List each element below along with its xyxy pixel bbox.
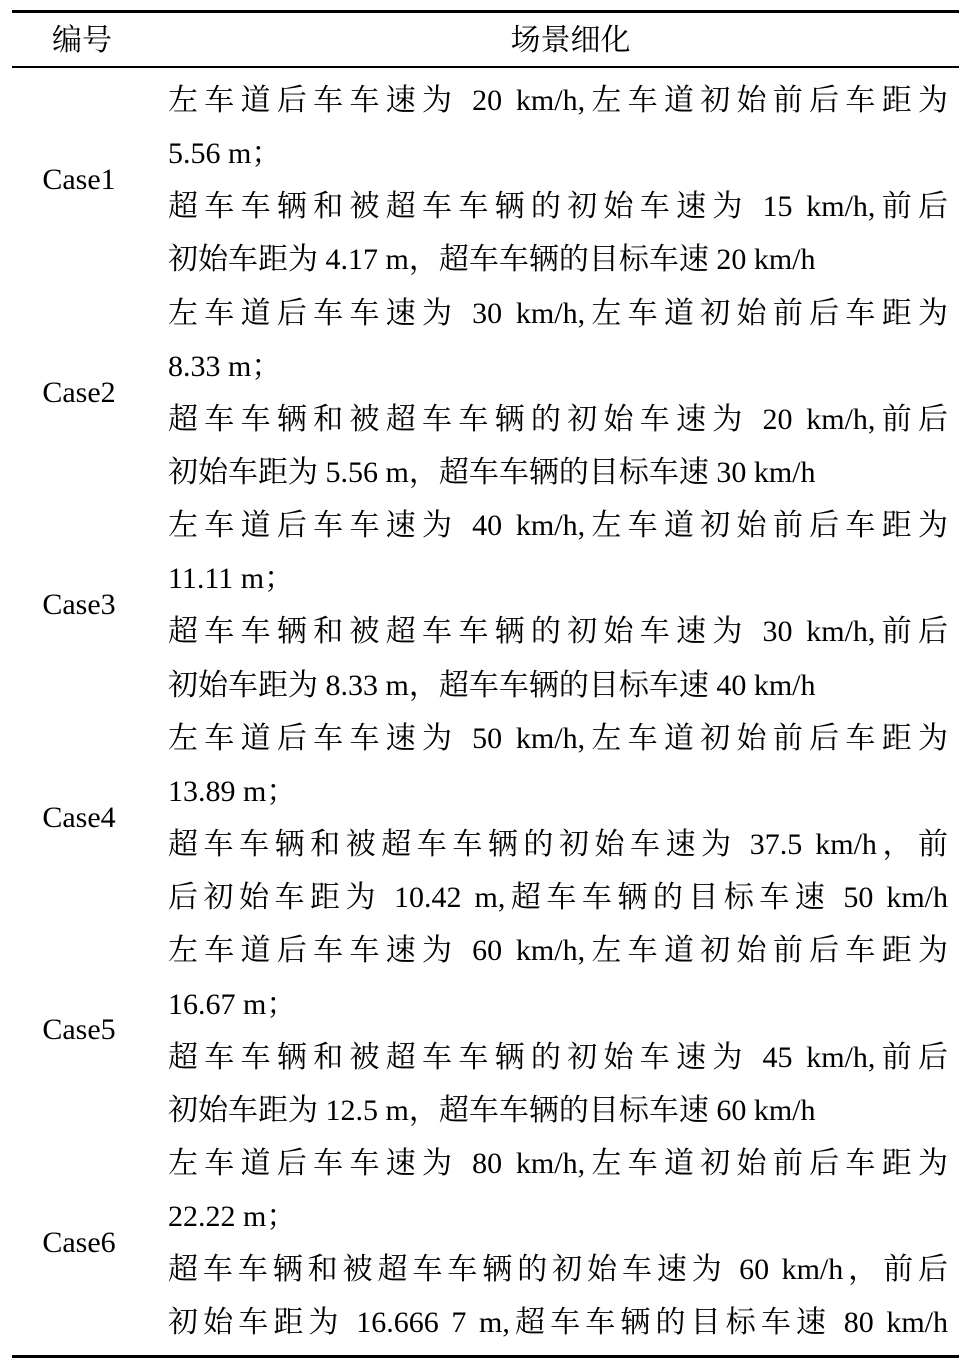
desc-line: 16.67 m； <box>168 987 297 1021</box>
table-row <box>12 287 959 500</box>
table-row <box>12 924 959 1137</box>
desc-line: 初始车距为 4.17 m，超车车辆的目标车速 20 km/h <box>168 243 816 277</box>
case-desc <box>168 712 948 925</box>
table-header-rule <box>12 66 959 68</box>
case-desc <box>168 499 948 712</box>
case-id: Case2 <box>42 375 116 409</box>
case-desc <box>168 287 948 500</box>
table-row <box>12 1137 959 1350</box>
table-body <box>12 74 959 1350</box>
desc-line: 超车车辆和被超车车辆的初始车速为 30 km/h,前后 <box>168 615 948 649</box>
desc-line: 13.89 m； <box>168 774 297 808</box>
desc-line: 初始车距为 12.5 m，超车车辆的目标车速 60 km/h <box>168 1093 816 1127</box>
desc-line: 5.56 m； <box>168 137 282 171</box>
case-desc <box>168 1137 948 1350</box>
case-id: Case4 <box>42 800 116 834</box>
desc-line: 初始车距为 8.33 m，超车车辆的目标车速 40 km/h <box>168 668 816 702</box>
desc-line: 8.33 m； <box>168 349 282 383</box>
desc-line: 初始车距为 16.666 7 m,超车车辆的目标车速 80 km/h <box>168 1306 948 1340</box>
case-desc <box>168 74 948 287</box>
case-id: Case6 <box>42 1225 116 1259</box>
desc-line: 后初始车距为 10.42 m,超车车辆的目标车速 50 km/h <box>168 881 948 915</box>
table-row <box>12 499 959 712</box>
case-id: Case1 <box>42 163 116 196</box>
desc-line: 超车车辆和被超车车辆的初始车速为 60 km/h，前后 <box>168 1253 948 1287</box>
desc-line: 左车道后车车速为 20 km/h,左车道初始前后车距为 <box>168 84 948 117</box>
table-header <box>12 13 959 66</box>
desc-line: 左车道后车车速为 60 km/h,左车道初始前后车距为 <box>168 934 948 968</box>
header-desc: 场景细化 <box>510 24 631 57</box>
desc-line: 左车道后车车速为 40 km/h,左车道初始前后车距为 <box>168 509 948 543</box>
desc-line: 左车道后车车速为 30 km/h,左车道初始前后车距为 <box>168 296 948 330</box>
table-row <box>12 74 959 287</box>
desc-line: 22.22 m； <box>168 1200 297 1234</box>
desc-line: 超车车辆和被超车车辆的初始车速为 15 km/h,前后 <box>168 190 948 224</box>
header-id: 编号 <box>52 24 112 57</box>
desc-line: 11.11 m； <box>168 562 295 596</box>
desc-line: 超车车辆和被超车车辆的初始车速为 45 km/h,前后 <box>168 1040 948 1074</box>
desc-line: 超车车辆和被超车车辆的初始车速为 37.5 km/h，前 <box>168 828 948 862</box>
case-desc <box>168 924 948 1137</box>
case-id: Case5 <box>42 1013 116 1047</box>
case-id: Case3 <box>42 588 116 622</box>
table-bottom-rule <box>12 1355 959 1358</box>
desc-line: 左车道后车车速为 80 km/h,左车道初始前后车距为 <box>168 1146 948 1180</box>
table-row <box>12 712 959 925</box>
desc-line: 左车道后车车速为 50 km/h,左车道初始前后车距为 <box>168 721 948 755</box>
desc-line: 初始车距为 5.56 m，超车车辆的目标车速 30 km/h <box>168 456 816 490</box>
desc-line: 超车车辆和被超车车辆的初始车速为 20 km/h,前后 <box>168 402 948 436</box>
